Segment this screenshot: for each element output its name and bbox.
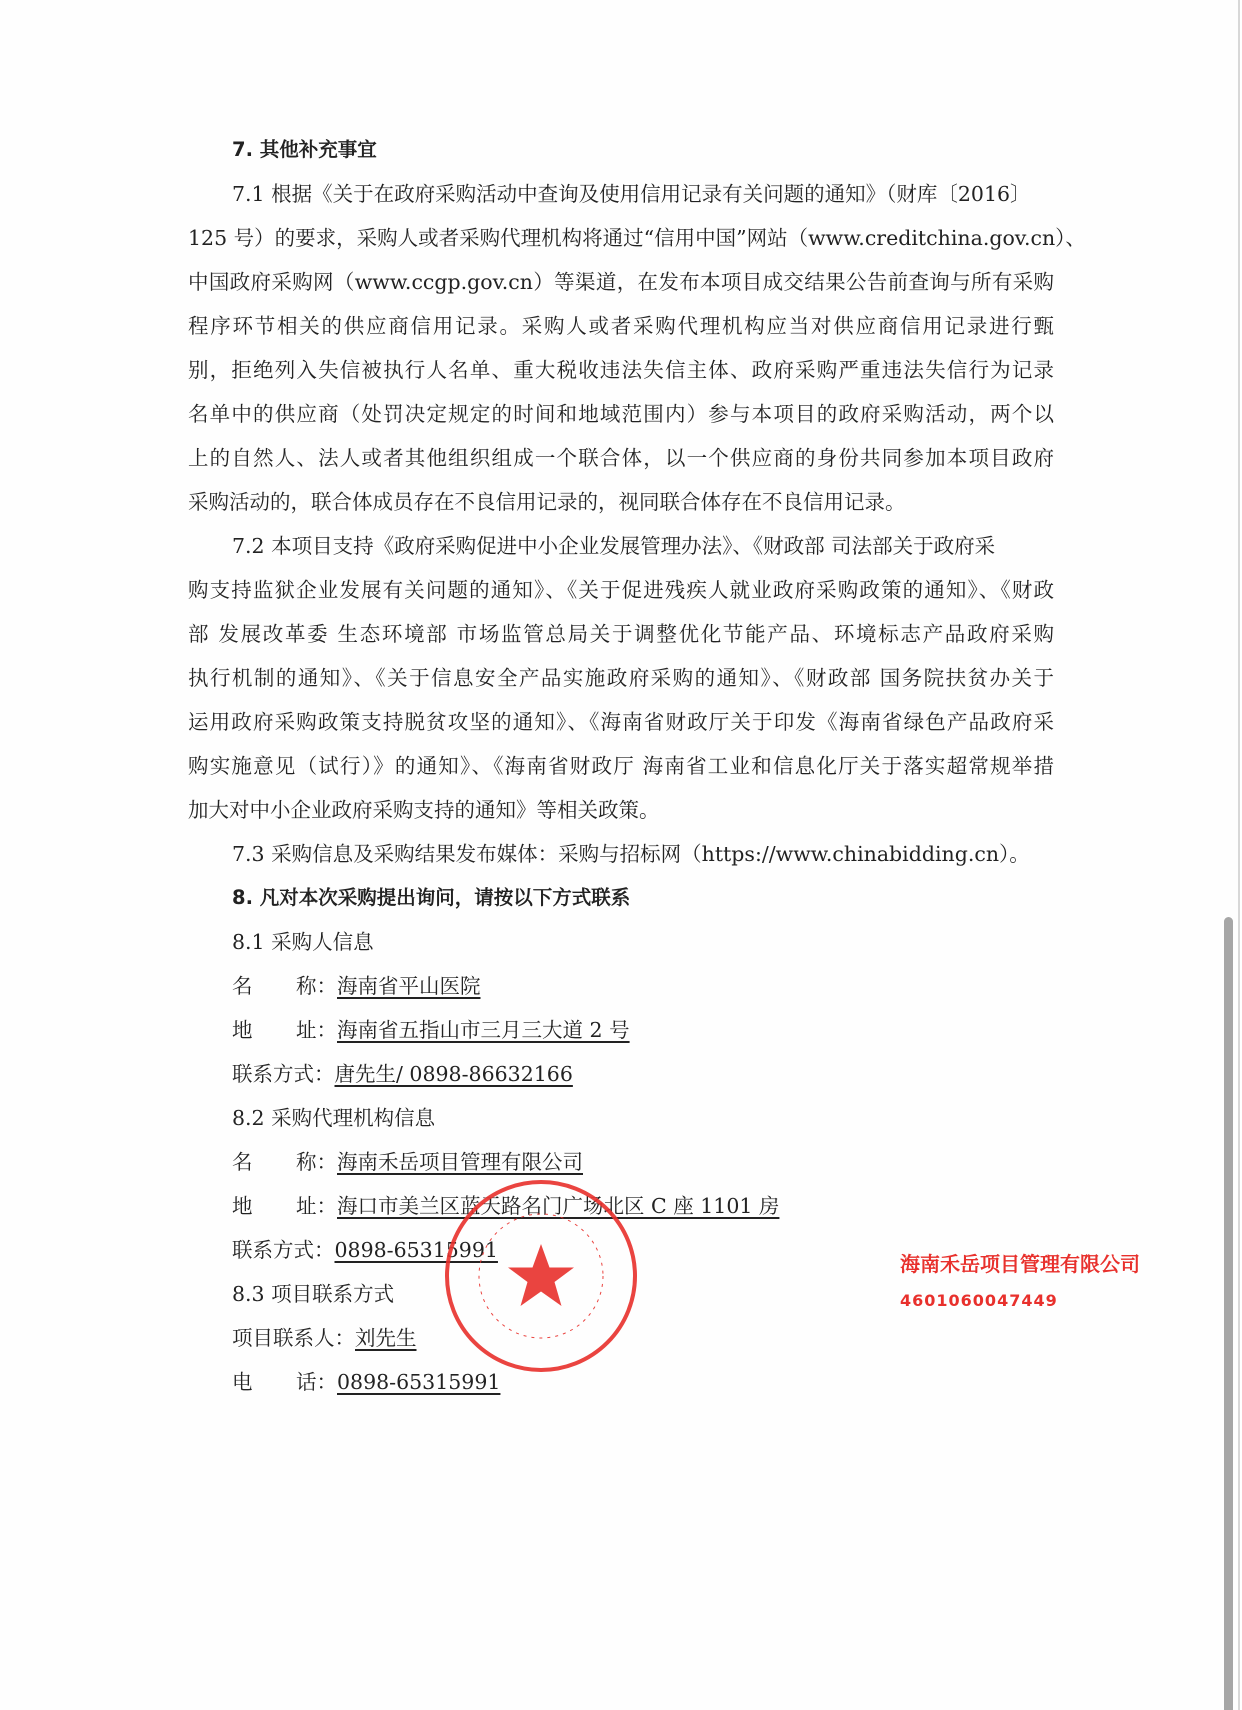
agency-address-value: 海口市美兰区蓝天路名门广场北区 C 座 1101 房 [337, 1194, 780, 1218]
seal-inner-ring [479, 1214, 603, 1338]
paragraph-7-1-line: 别，拒绝列入失信被执行人名单、重大税收违法失信主体、政府采购严重违法失信行为记录 [188, 358, 1054, 382]
seal-ring-text: 海南禾岳项目管理有限公司 [900, 1252, 1140, 1276]
name-label-suffix: 称： [296, 1150, 337, 1174]
agency-address-row [232, 1191, 779, 1221]
purchaser-name-row [232, 971, 481, 1001]
section-8-heading: 8. 凡对本次采购提出询问，请按以下方式联系 [232, 886, 631, 909]
project-phone-row [232, 1367, 500, 1397]
contact-label: 联系方式： [232, 1062, 335, 1086]
person-label: 项目联系人： [232, 1326, 355, 1350]
vertical-scrollbar-thumb[interactable] [1224, 917, 1233, 1710]
star-icon [508, 1244, 574, 1306]
purchaser-contact-row [232, 1059, 573, 1089]
phone-label-suffix: 话： [296, 1370, 337, 1394]
project-contact-title: 8.3 项目联系方式 [232, 1282, 395, 1306]
project-person-row [232, 1323, 417, 1353]
paragraph-7-1-line: 采购活动的，联合体成员存在不良信用记录的，视同联合体存在不良信用记录。 [188, 490, 906, 514]
agency-name-row [232, 1147, 583, 1177]
paragraph-7-1-line: 7.1 根据《关于在政府采购活动中查询及使用信用记录有关问题的通知》（财库〔2016〕 [232, 182, 1031, 206]
agency-name-value: 海南禾岳项目管理有限公司 [337, 1150, 583, 1174]
address-label: 地 [232, 1018, 253, 1042]
section-7-heading: 7. 其他补充事宜 [232, 138, 377, 161]
address-label: 地 [232, 1194, 253, 1218]
paragraph-7-2-line: 购支持监狱企业发展有关问题的通知》、《关于促进残疾人就业政府采购政策的通知》、《财政 [188, 578, 1054, 602]
paragraph-7-2-line: 运用政府采购政策支持脱贫攻坚的通知》、《海南省财政厅关于印发《海南省绿色产品政府采 [188, 710, 1054, 734]
purchaser-name-value: 海南省平山医院 [337, 974, 481, 998]
agency-info-title: 8.2 采购代理机构信息 [232, 1106, 436, 1130]
purchaser-info-title: 8.1 采购人信息 [232, 930, 374, 954]
paragraph-7-1-line: 程序环节相关的供应商信用记录。采购人或者采购代理机构应当对供应商信用记录进行甄 [188, 314, 1054, 338]
phone-label: 电 [232, 1370, 253, 1394]
paragraph-7-1-line: 125 号）的要求，采购人或者采购代理机构将通过“信用中国”网站（www.creditchina.gov.cn）、 [188, 226, 1086, 250]
name-label-suffix: 称： [296, 974, 337, 998]
agency-contact-value: 0898-65315991 [334, 1238, 498, 1262]
address-label-suffix: 址： [296, 1018, 337, 1042]
paragraph-7-1-line: 上的自然人、法人或者其他组织组成一个联合体，以一个供应商的身份共同参加本项目政府 [188, 446, 1054, 470]
agency-contact-row [232, 1235, 498, 1265]
address-label-suffix: 址： [296, 1194, 337, 1218]
purchaser-address-value: 海南省五指山市三月三大道 2 号 [337, 1018, 630, 1042]
paragraph-7-1-line: 中国政府采购网（www.ccgp.gov.cn）等渠道，在发布本项目成交结果公告前查询与所有采购 [188, 270, 1054, 294]
project-phone-value: 0898-65315991 [337, 1370, 501, 1394]
name-label: 名 [232, 1150, 253, 1174]
paragraph-7-3: 7.3 采购信息及采购结果发布媒体：采购与招标网（https://www.chinabidding.cn）。 [232, 842, 1030, 866]
paragraph-7-1-line: 名单中的供应商（处罚决定规定的时间和地域范围内）参与本项目的政府采购活动，两个以 [188, 402, 1054, 426]
project-person-value: 刘先生 [355, 1326, 417, 1350]
contact-label: 联系方式： [232, 1238, 335, 1262]
paragraph-7-2-line: 部 发展改革委 生态环境部 市场监管总局关于调整优化节能产品、环境标志产品政府采购 [188, 622, 1054, 646]
purchaser-contact-value: 唐先生/ 0898-86632166 [334, 1062, 573, 1086]
paragraph-7-2-line: 执行机制的通知》、《关于信息安全产品实施政府采购的通知》、《财政部 国务院扶贫办关于 [188, 666, 1054, 690]
page-edge [1238, 0, 1240, 1710]
paragraph-7-2-line: 购实施意见（试行）》的通知》、《海南省财政厅 海南省工业和信息化厅关于落实超常规举措 [188, 754, 1054, 778]
name-label: 名 [232, 974, 253, 998]
purchaser-address-row [232, 1015, 630, 1045]
seal-code-text: 4601060047449 [900, 1291, 1058, 1310]
paragraph-7-2-line: 加大对中小企业政府采购支持的通知》等相关政策。 [188, 798, 660, 822]
paragraph-7-2-line: 7.2 本项目支持《政府采购促进中小企业发展管理办法》、《财政部 司法部关于政府采 [232, 534, 996, 558]
